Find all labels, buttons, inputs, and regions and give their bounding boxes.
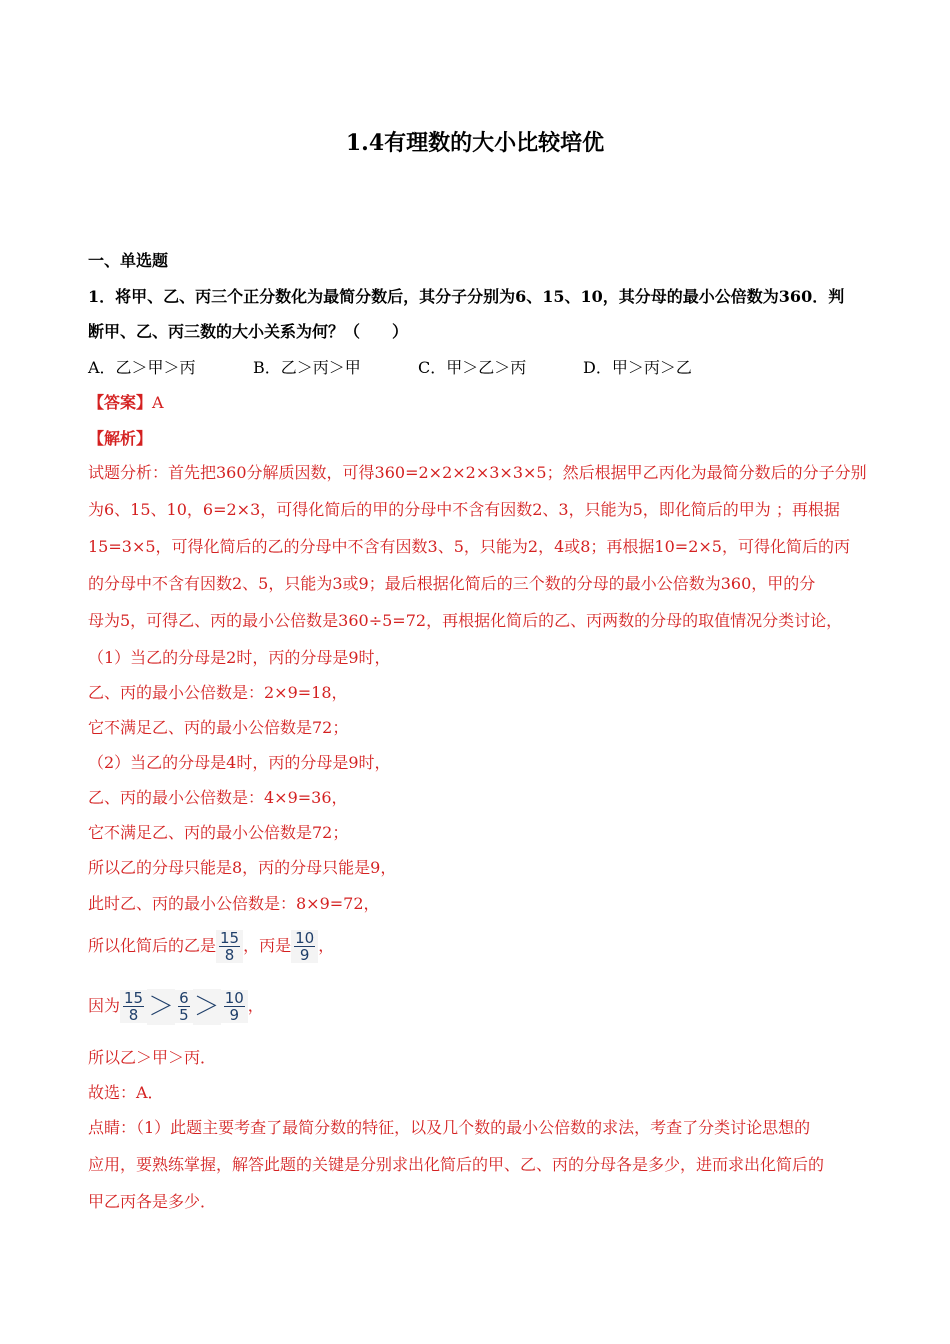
compare-suffix: ， (247, 996, 264, 1015)
result-suffix: ， (318, 936, 335, 955)
document-title: 1.4有理数的大小比较培优 (345, 130, 605, 156)
analysis-label: 【解析】 (88, 429, 153, 448)
fraction-bing-denominator: 9 (299, 946, 310, 964)
fraction-numerator: 10 (224, 989, 244, 1007)
comment-line: 点睛：（1）此题主要考查了最简分数的特征，以及几个数的最小公倍数的求法，考查了分类讨论思想的 (88, 1118, 811, 1137)
comparison-line (88, 986, 264, 1026)
result-prefix: 所以化简后的乙是 (88, 936, 217, 955)
greater-than-sign: ＞ (193, 989, 221, 1025)
compare-prefix: 因为 (88, 996, 121, 1015)
fraction-yi (216, 930, 243, 963)
greater-than-sign: ＞ (147, 989, 175, 1025)
option-a: A．乙＞甲＞丙 (88, 358, 196, 377)
option-c: C．甲＞乙＞丙 (418, 358, 527, 377)
question-text-line-2: 断甲、乙、丙三数的大小关系为何？（ ） (88, 322, 409, 341)
fraction-denominator: 5 (179, 1006, 189, 1024)
analysis-line: 为6、15、10，6=2×3，可得化简后的甲的分母中不含有因数2、3，只能为5，即化简后的甲为 ；再根据 (88, 500, 840, 519)
fraction-10-9 (221, 990, 248, 1023)
analysis-line: （2）当乙的分母是4时，丙的分母是9时， (88, 753, 391, 772)
analysis-line: 试题分析：首先把360分解质因数，可得360=2×2×2×3×3×5；然后根据甲乙丙化为最简分数后的分子分别 (88, 463, 867, 482)
answer-row (88, 391, 164, 415)
analysis-line: 乙、丙的最小公倍数是：4×9=36， (88, 788, 348, 807)
analysis-line: 它不满足乙、丙的最小公倍数是72； (88, 823, 349, 842)
fraction-yi-numerator: 15 (220, 929, 240, 947)
analysis-line: 乙、丙的最小公倍数是：2×9=18， (88, 683, 348, 702)
analysis-line: 15=3×5，可得化简后的乙的分母中不含有因数3、5，只能为2，4或8；再根据10=2×5，可得化简后的丙 (88, 537, 850, 556)
fraction-15-8 (120, 990, 147, 1023)
fraction-numerator: 6 (179, 989, 189, 1007)
analysis-line: 此时乙、丙的最小公倍数是：8×9=72， (88, 894, 380, 913)
fraction-denominator: 9 (229, 1006, 239, 1024)
answer-value: A (152, 393, 164, 412)
analysis-line: 它不满足乙、丙的最小公倍数是72； (88, 718, 349, 737)
fraction-6-5 (175, 990, 193, 1023)
question-text-line-1: 1．将甲、乙、丙三个正分数化为最简分数后，其分子分别为6、15、10，其分母的最小公倍数为360．判 (88, 287, 845, 306)
fraction-yi-denominator: 8 (224, 946, 235, 964)
simplified-fractions-line (88, 926, 334, 966)
analysis-line: 母为5，可得乙、丙的最小公倍数是360÷5=72，再根据化简后的乙、丙两数的分母的取值情况分类讨论， (88, 611, 843, 630)
result-mid: ，丙是 (243, 936, 292, 955)
section-heading: 一、单选题 (88, 251, 169, 270)
option-b: B．乙＞丙＞甲 (253, 358, 361, 377)
fraction-bing (291, 930, 318, 963)
conclusion-line: 所以乙＞甲＞丙． (88, 1048, 217, 1067)
analysis-line: 所以乙的分母只能是8，丙的分母只能是9， (88, 858, 397, 877)
option-d: D．甲＞丙＞乙 (583, 358, 692, 377)
choice-line: 故选：A． (88, 1083, 164, 1102)
analysis-line: 的分母中不含有因数2、5，只能为3或9；最后根据化简后的三个数的分母的最小公倍数为360，甲的分 (88, 574, 816, 593)
fraction-numerator: 15 (124, 989, 144, 1007)
analysis-line: （1）当乙的分母是2时，丙的分母是9时， (88, 648, 391, 667)
answer-label: 【答案】 (88, 393, 153, 412)
comment-line: 应用，要熟练掌握，解答此题的关键是分别求出化简后的甲、乙、丙的分母各是多少，进而求出化简后的 (88, 1155, 825, 1174)
fraction-bing-numerator: 10 (295, 929, 315, 947)
fraction-denominator: 8 (128, 1006, 139, 1024)
comment-line: 甲乙丙各是多少． (88, 1192, 217, 1211)
